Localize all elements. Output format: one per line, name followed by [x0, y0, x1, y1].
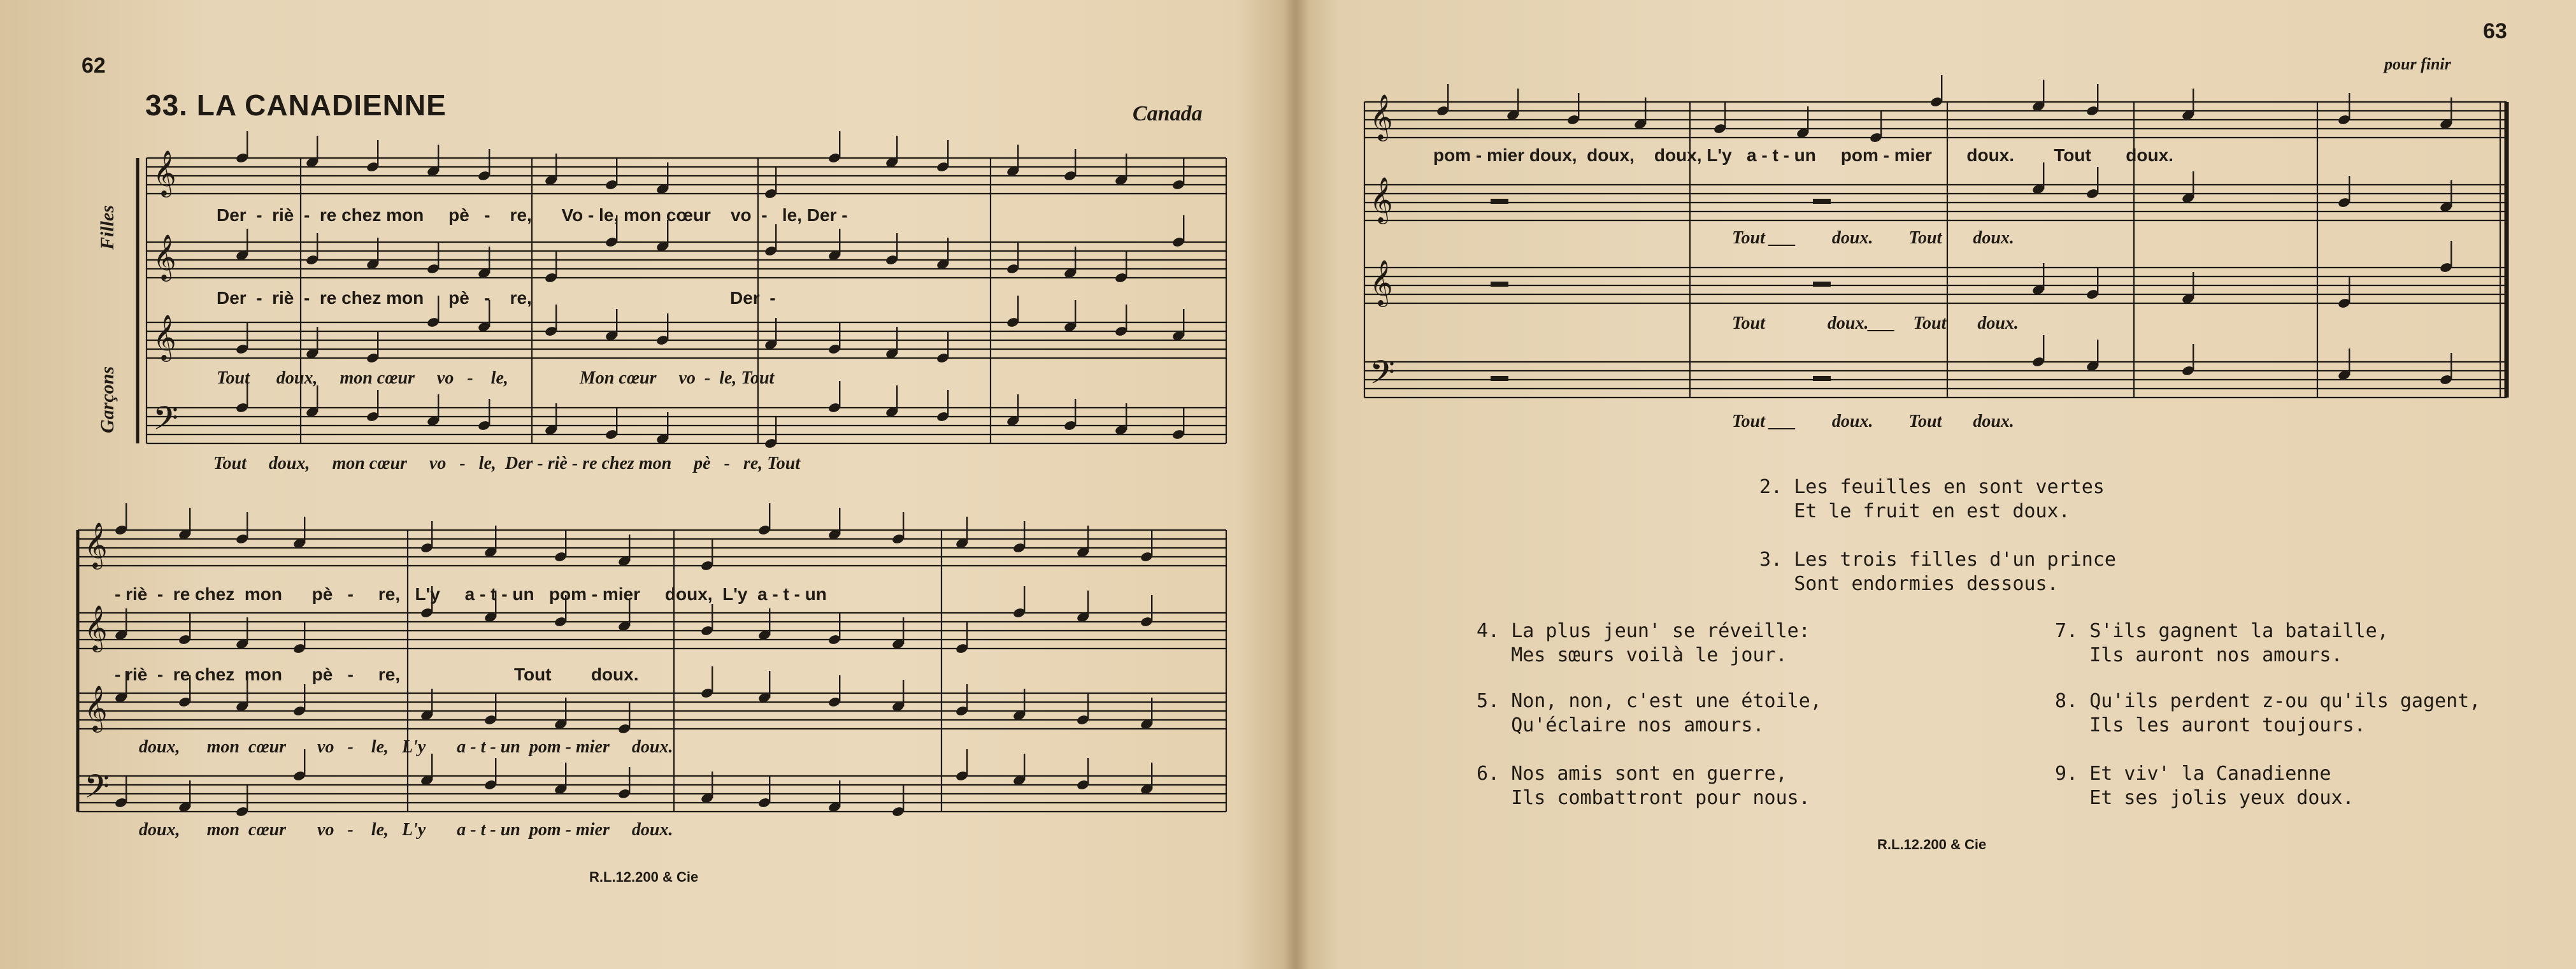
note-stem: [1017, 242, 1019, 269]
note-stem: [1126, 403, 1127, 430]
note-stem: [2193, 89, 2194, 115]
clef-symbol: 𝄞: [1370, 176, 1393, 222]
note-stem: [565, 763, 566, 789]
rest-symbol: [1813, 376, 1831, 381]
clef-symbol: 𝄞: [84, 521, 108, 568]
note-stem: [317, 136, 318, 162]
note-stem: [555, 305, 557, 331]
note-stem: [1017, 296, 1019, 322]
verse-8: 8. Qu'ils perdent z-ou qu'ils gagent, Ils les auront toujours.: [2055, 690, 2481, 736]
note-stem: [1075, 149, 1076, 176]
verse-7: 7. S'ils gagnent la bataille, Ils auront nos amours.: [2055, 620, 2389, 666]
lyrics-s1-voice2: Der - riè - re chez mon pè - re, Der -: [217, 288, 776, 308]
note-stem: [839, 613, 840, 640]
note-stem: [966, 684, 968, 711]
lyrics-s1-voice1: Der - riè - re chez mon pè - re, Vo - le, mon cœur vo - le, Der -: [217, 205, 848, 225]
clef-symbol: 𝄢: [153, 399, 178, 445]
note-stem: [2349, 93, 2350, 120]
clef-symbol: 𝄞: [1370, 93, 1393, 140]
note-stem: [489, 399, 490, 426]
verse-5: 5. Non, non, c'est une étoile, Qu'éclaire nos amours.: [1477, 690, 1822, 736]
note-stem: [377, 140, 378, 167]
note-stem: [839, 508, 840, 535]
rest-symbol: [1813, 199, 1831, 204]
lyrics-s2-voice2: - riè - re chez mon pè - re, Tout doux.: [115, 664, 639, 684]
note-stem: [903, 680, 904, 707]
note-stem: [377, 331, 378, 358]
note-stem: [667, 313, 668, 340]
note-stem: [1126, 305, 1127, 331]
note-stem: [903, 617, 904, 644]
note-stem: [125, 776, 127, 803]
note-stem: [1941, 75, 1942, 102]
note-stem: [489, 247, 490, 273]
note-stem: [629, 767, 630, 794]
note-stem: [304, 684, 305, 711]
note-stem: [1645, 97, 1646, 124]
lyrics-final-voice4: Tout ___ doux. Tout doux.: [1433, 412, 2014, 431]
note-stem: [629, 535, 630, 561]
rest-symbol: [1491, 376, 1508, 381]
note-stem: [947, 390, 948, 417]
note-stem: [2097, 340, 2098, 366]
note-stem: [616, 158, 617, 185]
note-stem: [125, 608, 127, 635]
note-stem: [947, 238, 948, 264]
note-stem: [377, 390, 378, 417]
note-stem: [1024, 586, 1025, 613]
note-stem: [2097, 84, 2098, 111]
note-stem: [712, 604, 713, 631]
note-stem: [896, 136, 898, 162]
note-stem: [1087, 591, 1089, 617]
note-stem: [775, 167, 776, 194]
note-stem: [2451, 241, 2452, 268]
note-stem: [495, 758, 496, 785]
rest-symbol: [1813, 282, 1831, 287]
note-stem: [1024, 754, 1025, 780]
note-stem: [1517, 89, 1519, 115]
note-stem: [1075, 300, 1076, 327]
clef-symbol: 𝄞: [84, 604, 108, 650]
note-stem: [189, 508, 190, 535]
note-stem: [1126, 154, 1127, 180]
note-stem: [839, 229, 840, 255]
note-stem: [247, 785, 248, 812]
note-stem: [966, 749, 968, 776]
page-number: 62: [82, 54, 106, 78]
note-stem: [616, 408, 617, 434]
note-stem: [189, 613, 190, 640]
note-stem: [1075, 247, 1076, 273]
note-stem: [1075, 399, 1076, 426]
note-stem: [1151, 698, 1152, 724]
clef-symbol: 𝄞: [84, 684, 108, 731]
note-stem: [839, 780, 840, 807]
note-stem: [555, 403, 557, 430]
verse-2: 2. Les feuilles en sont vertes Et le fruit en est doux.: [1759, 476, 2105, 522]
verse-9: 9. Et viv' la Canadienne Et ses jolis yeux doux.: [2055, 763, 2354, 809]
note-stem: [616, 309, 617, 336]
note-stem: [247, 131, 248, 158]
note-stem: [1017, 394, 1019, 421]
lyrics-s1-voice4: Tout doux, mon cœur vo - le, Der - riè - re chez mon pè - re, Tout: [213, 454, 801, 473]
lyrics-final-voice3: Tout doux.___ Tout doux.: [1433, 313, 2019, 333]
rest-symbol: [1491, 199, 1508, 204]
note-stem: [2097, 268, 2098, 294]
note-stem: [438, 242, 439, 269]
note-stem: [2043, 162, 2044, 189]
note-stem: [712, 772, 713, 798]
note-stem: [489, 149, 490, 176]
note-stem: [1724, 102, 1726, 129]
note-stem: [769, 608, 770, 635]
note-stem: [903, 512, 904, 539]
note-stem: [317, 233, 318, 260]
lyrics-s1-voice3: Tout doux, mon cœur vo - le, Mon cœur vo - le, Tout: [217, 368, 775, 388]
verse-3: 3. Les trois filles d'un prince Sont endormies dessous.: [1759, 549, 2116, 595]
note-stem: [1017, 145, 1019, 171]
lyrics-s2-voice3: doux, mon cœur vo - le, L'y a - t - un pom - mier doux.: [139, 737, 673, 757]
note-stem: [1880, 111, 1882, 138]
note-stem: [839, 131, 840, 158]
note-stem: [896, 327, 898, 354]
note-stem: [555, 251, 557, 278]
note-stem: [1151, 763, 1152, 789]
note-stem: [495, 526, 496, 552]
note-stem: [769, 503, 770, 530]
note-stem: [2451, 353, 2452, 380]
note-stem: [896, 233, 898, 260]
note-stem: [1151, 595, 1152, 622]
publisher-mark: R.L.12.200 & Cie: [589, 869, 699, 885]
note-stem: [966, 517, 968, 543]
page-number: 63: [2483, 19, 2507, 43]
note-stem: [775, 224, 776, 251]
note-stem: [495, 693, 496, 720]
note-stem: [247, 322, 248, 349]
note-stem: [247, 512, 248, 539]
note-stem: [304, 622, 305, 649]
note-stem: [1807, 106, 1808, 133]
note-stem: [2193, 344, 2194, 371]
note-stem: [775, 318, 776, 345]
note-stem: [896, 385, 898, 412]
note-stem: [1126, 251, 1127, 278]
note-stem: [2349, 276, 2350, 303]
note-stem: [2193, 171, 2194, 198]
note-stem: [839, 322, 840, 349]
note-stem: [1578, 93, 1579, 120]
note-stem: [2349, 176, 2350, 203]
publisher-mark: R.L.12.200 & Cie: [1877, 836, 1987, 852]
note-stem: [775, 417, 776, 443]
clef-symbol: 𝄞: [153, 313, 176, 360]
verse-6: 6. Nos amis sont en guerre, Ils combattront pour nous.: [1477, 763, 1810, 809]
clef-symbol: 𝄞: [153, 149, 176, 196]
note-stem: [431, 689, 433, 715]
note-stem: [1087, 526, 1089, 552]
note-stem: [1024, 521, 1025, 548]
note-stem: [1087, 758, 1089, 785]
lyrics-final-voice2: Tout ___ doux. Tout doux.: [1433, 228, 2014, 248]
note-stem: [947, 140, 948, 167]
note-stem: [2193, 272, 2194, 299]
lyrics-s2-voice4: doux, mon cœur vo - le, L'y a - t - un pom - mier doux.: [139, 820, 673, 840]
song-origin: Canada: [1133, 102, 1203, 126]
clef-symbol: 𝄢: [1370, 353, 1395, 399]
voice-label-filles: Filles: [97, 205, 118, 250]
note-stem: [317, 327, 318, 354]
note-stem: [839, 675, 840, 702]
rest-symbol: [1491, 282, 1508, 287]
note-stem: [667, 162, 668, 189]
note-stem: [555, 154, 557, 180]
note-stem: [1183, 309, 1184, 336]
voice-label-garcons: Garçons: [97, 366, 118, 433]
note-stem: [438, 145, 439, 171]
note-stem: [189, 780, 190, 807]
note-stem: [431, 521, 433, 548]
note-stem: [903, 785, 904, 812]
note-stem: [1183, 408, 1184, 434]
note-stem: [247, 229, 248, 255]
right-page: [1299, 0, 2576, 969]
note-stem: [317, 385, 318, 412]
note-stem: [377, 238, 378, 264]
note-stem: [769, 776, 770, 803]
note-stem: [712, 539, 713, 566]
note-stem: [125, 503, 127, 530]
note-stem: [431, 754, 433, 780]
note-stem: [2043, 80, 2044, 106]
note-stem: [629, 702, 630, 729]
note-stem: [2451, 180, 2452, 207]
note-stem: [839, 381, 840, 408]
note-stem: [438, 394, 439, 421]
note-stem: [712, 666, 713, 693]
lyrics-s2-voice1: - riè - re chez mon pè - re, L'y a - t - un pom - mier doux, L'y a - t - un: [115, 584, 827, 604]
note-stem: [2349, 348, 2350, 375]
note-stem: [565, 698, 566, 724]
clef-symbol: 𝄢: [84, 767, 110, 814]
clef-symbol: 𝄞: [1370, 259, 1393, 305]
note-stem: [2451, 97, 2452, 124]
note-stem: [2043, 335, 2044, 362]
note-stem: [1447, 84, 1449, 111]
note-stem: [667, 412, 668, 439]
clef-symbol: 𝄞: [153, 233, 176, 280]
note-stem: [1183, 158, 1184, 185]
note-stem: [1087, 693, 1089, 720]
tempo-note: pour finir: [2384, 55, 2451, 73]
note-stem: [247, 617, 248, 644]
lyrics-final-voice1: pom - mier doux, doux, doux, L'y a - t - un pom - mier doux. Tout doux.: [1433, 145, 2173, 165]
note-stem: [565, 530, 566, 557]
note-stem: [966, 622, 968, 649]
note-stem: [2043, 263, 2044, 290]
note-stem: [1183, 215, 1184, 242]
note-stem: [947, 331, 948, 358]
note-stem: [1151, 530, 1152, 557]
note-stem: [1024, 689, 1025, 715]
note-stem: [769, 671, 770, 698]
note-stem: [304, 517, 305, 543]
verse-4: 4. La plus jeun' se réveille: Mes sœurs voilà le jour.: [1477, 620, 1810, 666]
note-stem: [2097, 167, 2098, 194]
song-title: 33. LA CANADIENNE: [145, 89, 447, 122]
